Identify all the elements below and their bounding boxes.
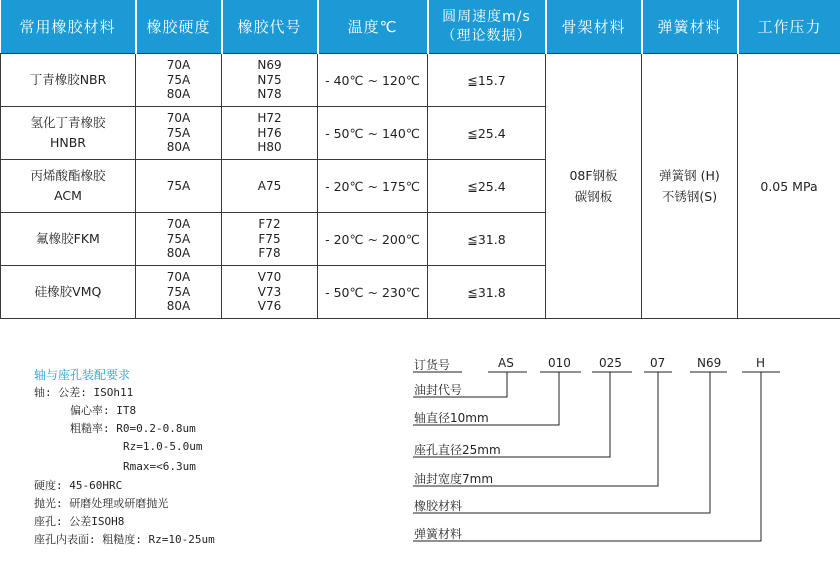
- order-number-label: 订货号: [414, 358, 451, 372]
- hardness-value: 75A: [166, 178, 191, 193]
- speed-cell: ≦31.8: [428, 266, 546, 319]
- material-name: 氢化丁青橡胶: [30, 115, 106, 130]
- rubber-code: F72: [258, 217, 281, 232]
- speed-cell: ≦25.4: [428, 160, 546, 213]
- material-name: 硅橡胶VMQ: [34, 284, 102, 299]
- desc-seal-width: 油封宽度7mm: [414, 472, 494, 486]
- header-speed-line2: （理论数据）: [441, 27, 532, 44]
- header-hardness: 橡胶硬度: [136, 0, 222, 54]
- temperature-cell: - 50℃ ~ 230℃: [318, 266, 428, 319]
- order-code-rubber: N69: [697, 356, 722, 370]
- shaft-roughness-ra: 粗糙率: R0=0.2-0.8um: [70, 422, 196, 435]
- header-material: 常用橡胶材料: [1, 0, 136, 54]
- hardness-value: 75A: [166, 284, 191, 299]
- desc-rubber-material: 橡胶材料: [414, 499, 463, 513]
- speed-cell: ≦31.8: [428, 213, 546, 266]
- header-temperature: 温度℃: [318, 0, 428, 54]
- hardness-value: 80A: [166, 299, 191, 314]
- rubber-code: H80: [257, 140, 282, 155]
- desc-seal-code: 油封代号: [414, 383, 463, 397]
- header-skeleton: 骨架材料: [546, 0, 642, 54]
- hardness-value: 70A: [166, 111, 191, 126]
- bore-surface: 座孔内表面: 粗糙度: Rz=10-25um: [34, 533, 215, 546]
- hardness-value: 75A: [166, 72, 191, 87]
- speed-cell: ≦25.4: [428, 107, 546, 160]
- header-code: 橡胶代号: [222, 0, 318, 54]
- hardness-value: 80A: [166, 140, 191, 155]
- hardness-value: 80A: [166, 246, 191, 261]
- material-abbr: HNBR: [49, 135, 86, 150]
- rubber-code: V76: [257, 299, 282, 314]
- shaft-roughness-rmax: Rmax=<6.3um: [123, 460, 196, 473]
- hardness-value: 75A: [166, 125, 191, 140]
- rubber-code: V70: [257, 270, 282, 285]
- temperature-cell: - 40℃ ~ 120℃: [318, 54, 428, 107]
- order-code-width: 07: [650, 356, 666, 370]
- rubber-code: H76: [257, 125, 282, 140]
- shaft-eccentricity: 偏心率: IT8: [70, 404, 137, 417]
- desc-bore-diameter: 座孔直径25mm: [414, 443, 501, 457]
- pressure-cell: 0.05 MPa: [738, 54, 840, 319]
- desc-shaft-diameter: 轴直径10mm: [414, 411, 489, 425]
- spring-material-2: 不锈钢(S): [661, 189, 718, 204]
- header-spring: 弹簧材料: [642, 0, 738, 54]
- desc-spring-material: 弹簧材料: [414, 527, 463, 541]
- rubber-code: N75: [257, 72, 282, 87]
- temperature-cell: - 20℃ ~ 200℃: [318, 213, 428, 266]
- shaft-tolerance: 轴: 公差: ISOh11: [34, 386, 134, 399]
- rubber-code: F78: [258, 246, 281, 261]
- order-code-bore: 025: [599, 356, 622, 370]
- material-abbr: ACM: [54, 188, 82, 203]
- hardness-value: 70A: [166, 58, 191, 73]
- order-code-spring: H: [756, 356, 766, 370]
- shaft-hardness: 硬度: 45-60HRC: [34, 479, 123, 492]
- skeleton-material-2: 碳钢板: [574, 189, 613, 204]
- temperature-cell: - 50℃ ~ 140℃: [318, 107, 428, 160]
- shaft-polish: 抛光: 研磨处理或研磨抛光: [34, 497, 169, 510]
- temperature-cell: - 20℃ ~ 175℃: [318, 160, 428, 213]
- shaft-roughness-rz: Rz=1.0-5.0um: [123, 440, 203, 453]
- header-pressure: 工作压力: [738, 0, 840, 54]
- spring-material-1: 弹簧钢 (H): [659, 168, 720, 183]
- rubber-code: A75: [257, 178, 282, 193]
- header-speed-line1: 圆周速度m/s: [442, 8, 531, 25]
- rubber-code: N69: [257, 58, 282, 73]
- hardness-value: 70A: [166, 217, 191, 232]
- rubber-code: F75: [258, 231, 281, 246]
- order-code-shaft: 010: [548, 356, 571, 370]
- requirements-title: 轴与座孔装配要求: [34, 368, 131, 382]
- hardness-value: 75A: [166, 231, 191, 246]
- skeleton-material-1: 08F钢板: [569, 168, 618, 183]
- order-code-series: AS: [498, 356, 514, 370]
- hardness-value: 70A: [166, 270, 191, 285]
- bore-tolerance: 座孔: 公差ISOH8: [34, 515, 125, 528]
- rubber-code: H72: [257, 111, 282, 126]
- speed-cell: ≦15.7: [428, 54, 546, 107]
- material-name: 丙烯酸酯橡胶: [30, 168, 106, 183]
- rubber-code: N78: [257, 87, 282, 102]
- rubber-code: V73: [257, 284, 282, 299]
- material-name: 氟橡胶FKM: [36, 231, 100, 246]
- hardness-value: 80A: [166, 87, 191, 102]
- material-name: 丁青橡胶NBR: [29, 72, 107, 87]
